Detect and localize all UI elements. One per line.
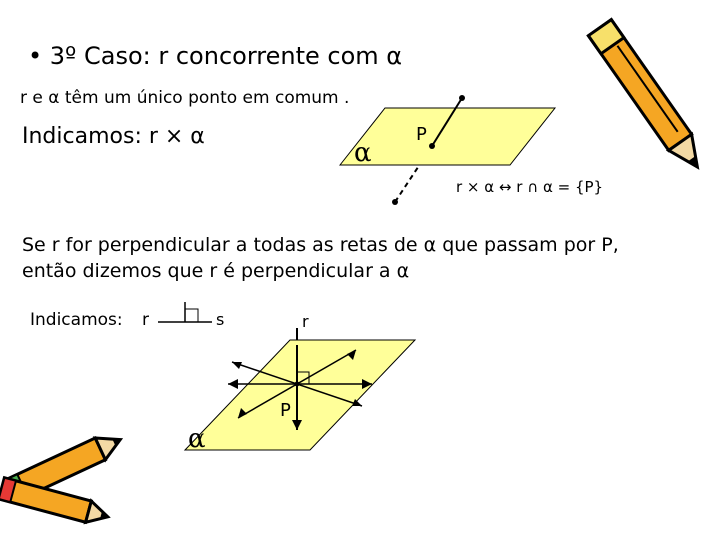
- figure2-plane-label: α: [188, 424, 206, 454]
- pencils-icon: [0, 429, 125, 528]
- formula: r × α ↔ r ∩ α = {P}: [456, 178, 604, 196]
- pencil-icon: [588, 20, 708, 175]
- plane-alpha-2: [185, 340, 415, 450]
- figure1-plane-label: α: [354, 138, 372, 168]
- figure1-point-label: P: [416, 124, 427, 145]
- paragraph-line-1: Se r for perpendicular a todas as retas de α que passam por P,: [22, 234, 619, 256]
- perp-symbol: [158, 302, 212, 322]
- indicamos-perpendicular: Indicamos:: [30, 310, 123, 330]
- paragraph-line-2: então dizemos que r é perpendicular a α: [22, 260, 410, 282]
- point-p: [429, 143, 435, 149]
- line-end-bottom: [392, 199, 398, 205]
- statement-line: r e α têm um único ponto em comum .: [20, 88, 350, 108]
- figure2: [185, 328, 415, 450]
- definition-paragraph: [22, 232, 619, 284]
- figure2-line-label: r: [302, 312, 309, 331]
- indicamos-concorrente: Indicamos: r × α: [22, 124, 205, 149]
- plane-alpha: [340, 108, 555, 165]
- perp-r-label: r: [142, 310, 149, 330]
- slide-title: • 3º Caso: r concorrente com α: [28, 42, 403, 70]
- line-end-top: [459, 95, 465, 101]
- figure2-point-label: P: [280, 400, 291, 421]
- perp-s-label: s: [216, 310, 225, 329]
